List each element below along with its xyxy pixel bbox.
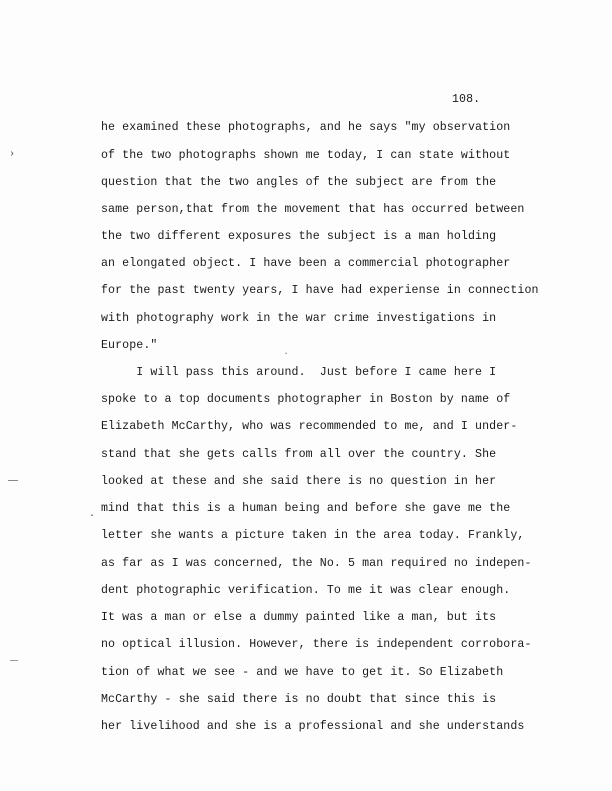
scan-speck-mark: ·	[89, 511, 96, 522]
text-line: no optical illusion. However, there is independent corrobora-	[101, 638, 532, 651]
scan-speck-mark: `	[283, 353, 290, 364]
text-line: of the two photographs shown me today, I can state without	[101, 149, 511, 162]
scan-speck-mark	[8, 480, 18, 481]
text-line: the two different exposures the subject is a man holding	[101, 230, 497, 243]
text-line: It was a man or else a dummy painted like a man, but its	[101, 611, 497, 624]
text-line: McCarthy - she said there is no doubt that since this is	[101, 693, 497, 706]
text-line: question that the two angles of the subject are from the	[101, 176, 497, 189]
text-line: for the past twenty years, I have had experiense in connection	[101, 284, 539, 297]
text-line: same person,that from the movement that has occurred between	[101, 203, 525, 216]
text-line: an elongated object. I have been a commercial photographer	[101, 257, 511, 270]
text-line: letter she wants a picture taken in the area today. Frankly,	[101, 529, 525, 542]
text-line: mind that this is a human being and before she gave me the	[101, 502, 511, 515]
text-line: her livelihood and she is a professional and she understands	[101, 720, 525, 733]
scan-speck-mark: ›	[9, 149, 16, 160]
text-line: with photography work in the war crime investigations in	[101, 312, 497, 325]
text-line: dent photographic verification. To me it was clear enough.	[101, 584, 511, 597]
text-line: tion of what we see - and we have to get it. So Elizabeth	[101, 666, 504, 679]
text-line: Europe."	[101, 339, 158, 352]
text-line: looked at these and she said there is no question in her	[101, 475, 497, 488]
scan-speck-mark	[10, 660, 18, 661]
text-line: I will pass this around. Just before I came here I	[101, 366, 497, 379]
text-line: he examined these photographs, and he says "my observation	[101, 121, 511, 134]
text-line: spoke to a top documents photographer in Boston by name of	[101, 393, 511, 406]
text-line: stand that she gets calls from all over the country. She	[101, 448, 497, 461]
text-line: Elizabeth McCarthy, who was recommended to me, and I under-	[101, 420, 518, 433]
text-line: as far as I was concerned, the No. 5 man required no indepen-	[101, 557, 532, 570]
page-number: 108.	[452, 93, 481, 106]
